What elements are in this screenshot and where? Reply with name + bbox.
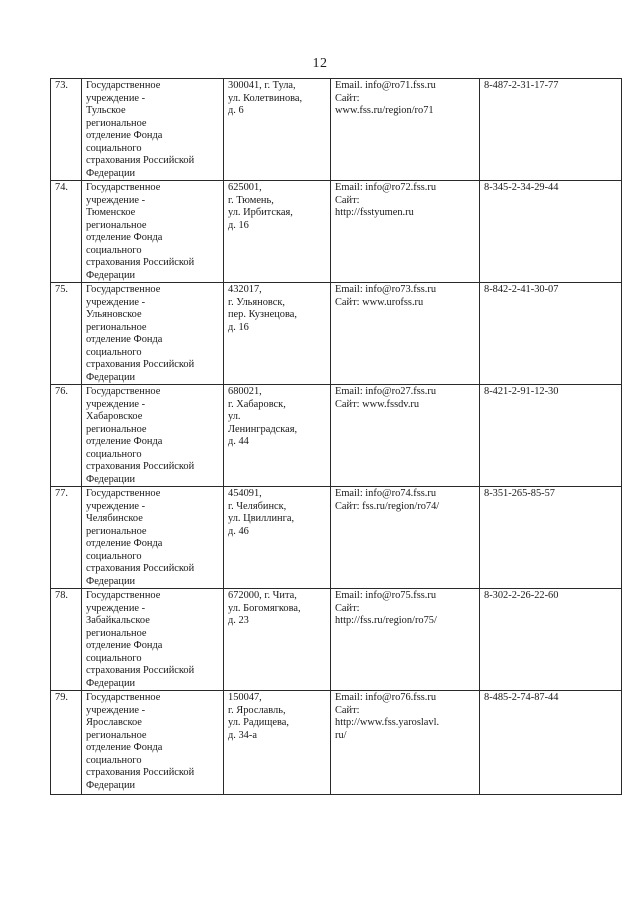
row-number: 77. [51,487,82,589]
fss-offices-table [50,78,622,795]
table-row [51,589,622,691]
row-number: 74. [51,181,82,283]
organization-name: Государственное учреждение - Забайкальское региональное отделение Фонда социального страхования Российской Федерации [82,589,224,691]
email-and-website: Email: info@ro27.fss.ru Сайт: www.fssdv.ru [331,385,480,487]
email-and-website: Email: info@ro76.fss.ru Сайт: http://www.fss.yaroslavl. ru/ [331,691,480,795]
table-row [51,691,622,795]
phone-number: 8-345-2-34-29-44 [480,181,622,283]
organization-name: Государственное учреждение - Ярославское региональное отделение Фонда социального страхования Российской Федерации [82,691,224,795]
organization-name: Государственное учреждение - Челябинское региональное отделение Фонда социального страхования Российской Федерации [82,487,224,589]
table-row [51,79,622,181]
email-and-website: Email: info@ro72.fss.ru Сайт: http://fsstyumen.ru [331,181,480,283]
phone-number: 8-485-2-74-87-44 [480,691,622,795]
row-number: 76. [51,385,82,487]
organization-name: Государственное учреждение - Тюменское региональное отделение Фонда социального страхования Российской Федерации [82,181,224,283]
postal-address: 432017, г. Ульяновск, пер. Кузнецова, д. 16 [224,283,331,385]
phone-number: 8-421-2-91-12-30 [480,385,622,487]
phone-number: 8-487-2-31-17-77 [480,79,622,181]
row-number: 79. [51,691,82,795]
postal-address: 680021, г. Хабаровск, ул. Ленинградская, д. 44 [224,385,331,487]
table-row [51,487,622,589]
email-and-website: Email: info@ro73.fss.ru Сайт: www.urofss.ru [331,283,480,385]
postal-address: 672000, г. Чита, ул. Богомягкова, д. 23 [224,589,331,691]
row-number: 75. [51,283,82,385]
page-number: 12 [312,56,328,71]
table-row [51,385,622,487]
table-row [51,283,622,385]
email-and-website: Email. info@ro71.fss.ru Сайт: www.fss.ru/region/ro71 [331,79,480,181]
row-number: 78. [51,589,82,691]
organization-name: Государственное учреждение - Ульяновское региональное отделение Фонда социального страхования Российской Федерации [82,283,224,385]
organization-name: Государственное учреждение - Тульское региональное отделение Фонда социального страхования Российской Федерации [82,79,224,181]
phone-number: 8-351-265-85-57 [480,487,622,589]
organization-name: Государственное учреждение - Хабаровское региональное отделение Фонда социального страхования Российской Федерации [82,385,224,487]
phone-number: 8-842-2-41-30-07 [480,283,622,385]
postal-address: 454091, г. Челябинск, ул. Цвиллинга, д. 46 [224,487,331,589]
phone-number: 8-302-2-26-22-60 [480,589,622,691]
postal-address: 300041, г. Тула, ул. Колетвинова, д. 6 [224,79,331,181]
postal-address: 625001, г. Тюмень, ул. Ирбитская, д. 16 [224,181,331,283]
row-number: 73. [51,79,82,181]
postal-address: 150047, г. Ярославль, ул. Радищева, д. 34-а [224,691,331,795]
email-and-website: Email: info@ro74.fss.ru Сайт: fss.ru/region/ro74/ [331,487,480,589]
email-and-website: Email: info@ro75.fss.ru Сайт: http://fss.ru/region/ro75/ [331,589,480,691]
table-row [51,181,622,283]
